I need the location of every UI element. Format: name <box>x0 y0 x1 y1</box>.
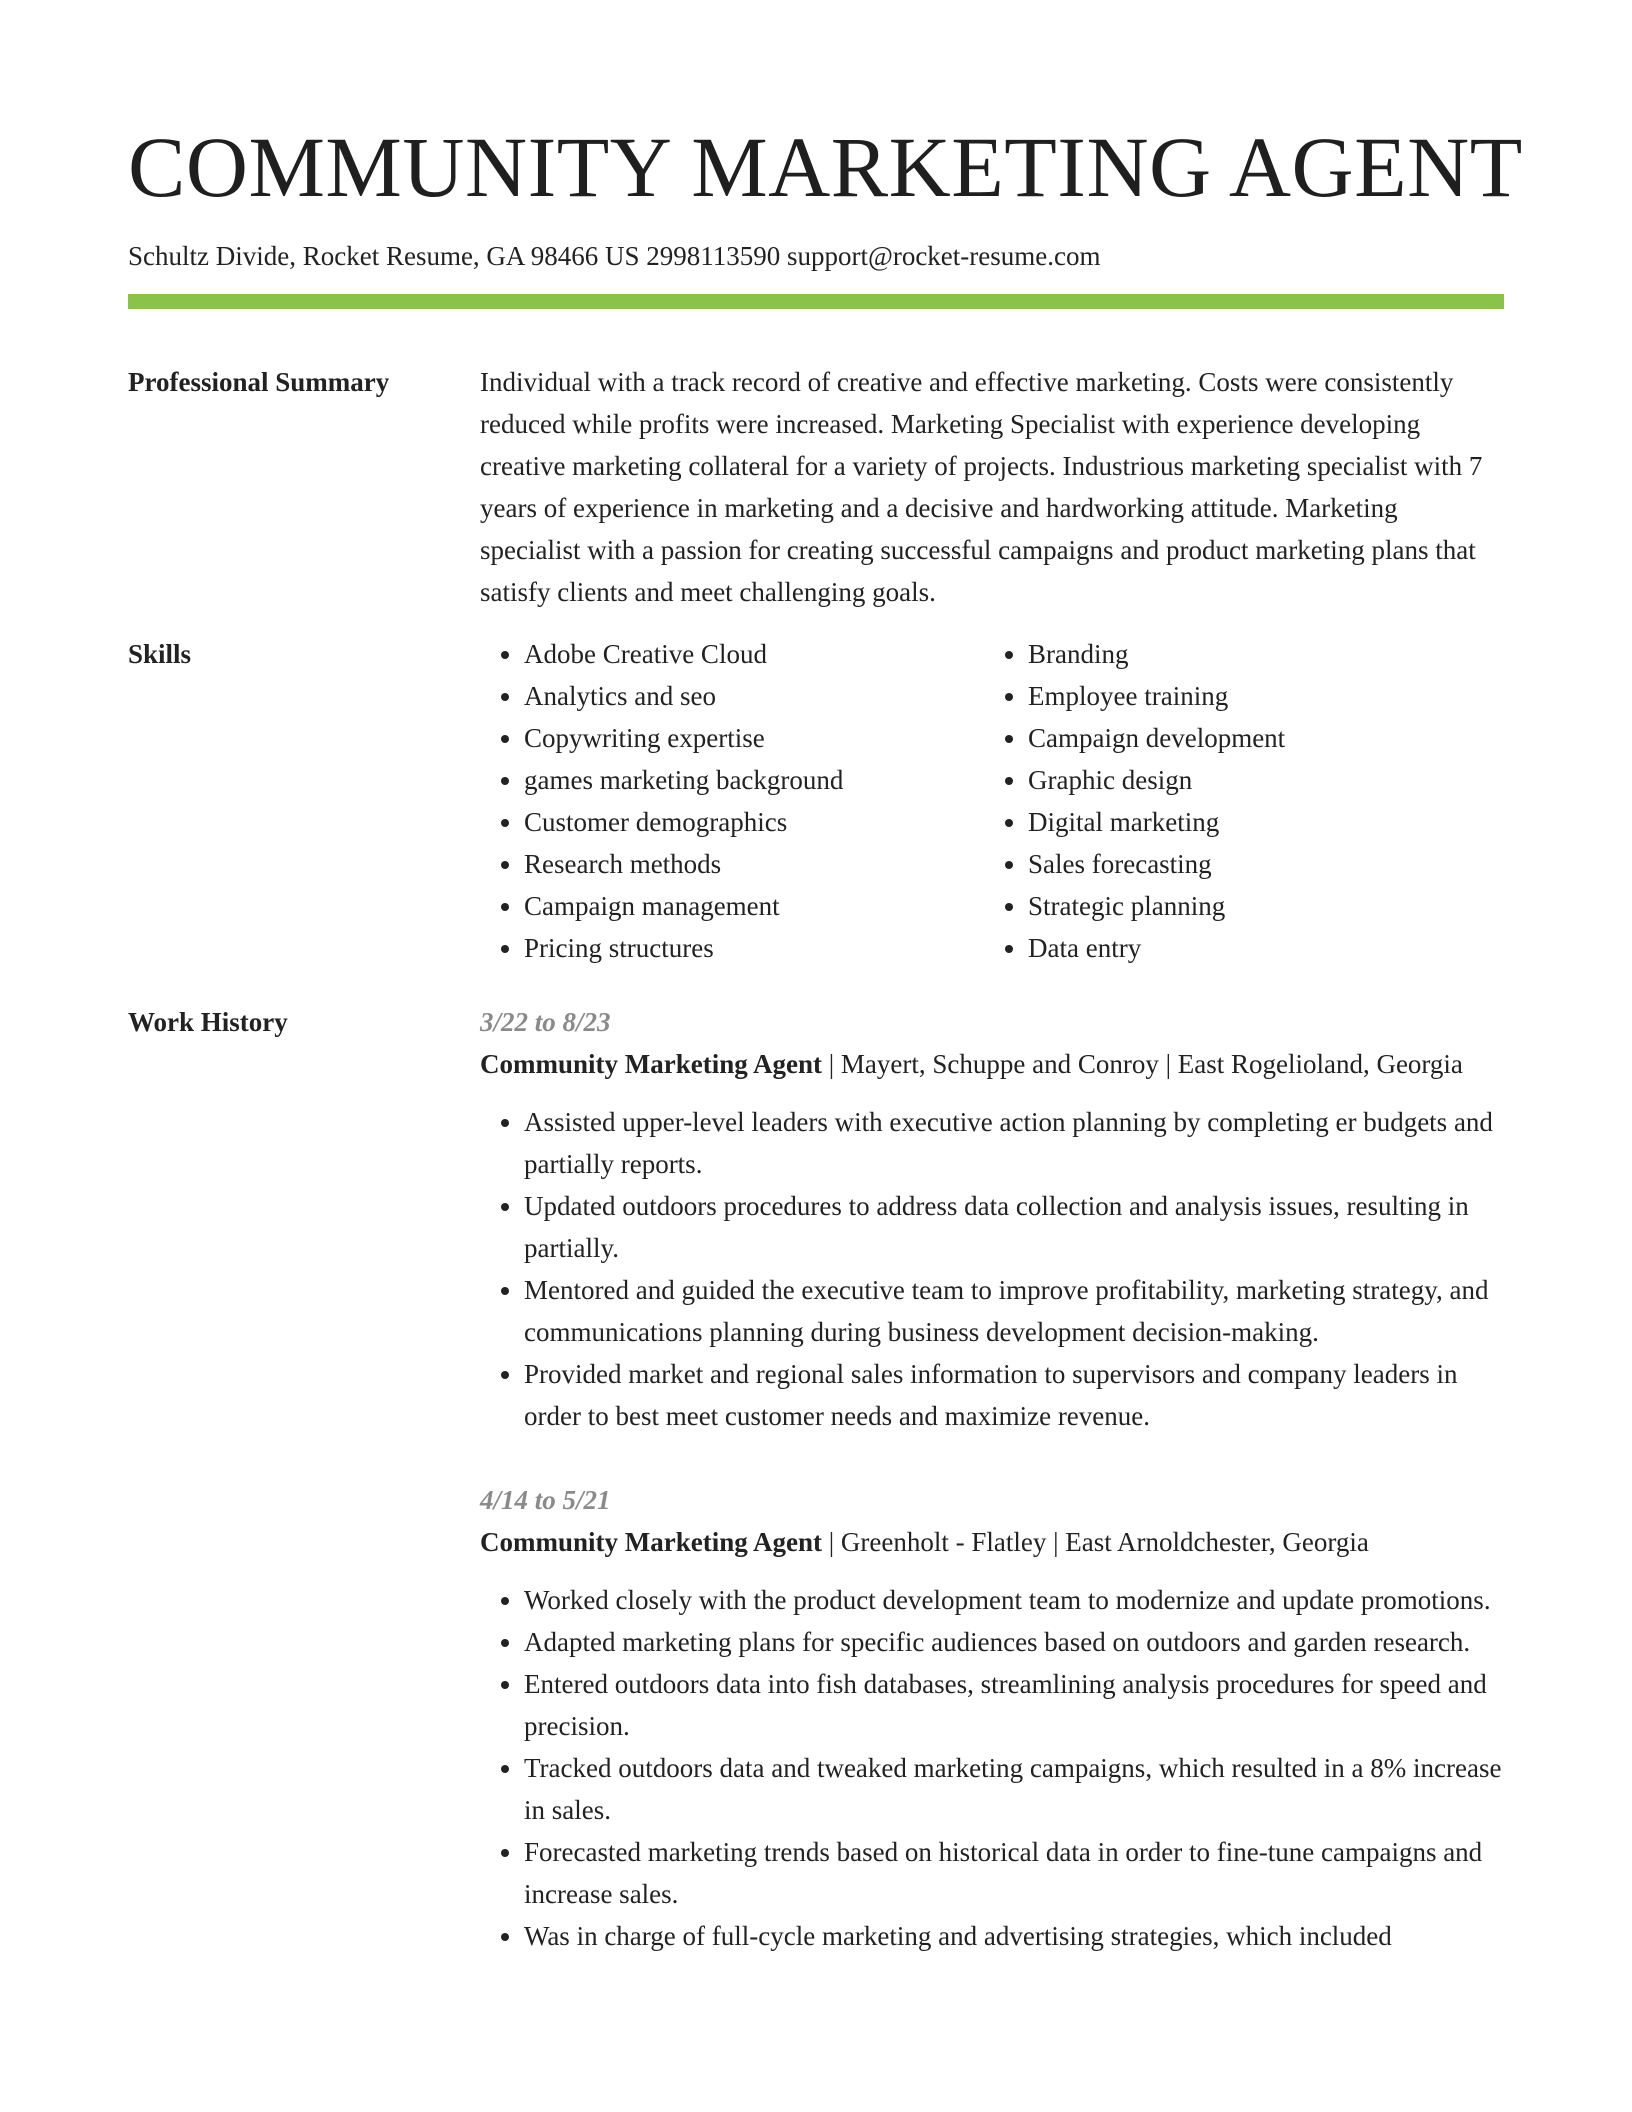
skill-item: • Employee training <box>1028 675 1285 717</box>
job-bullet: • Updated outdoors procedures to address data collection and analysis issues, resulting in partially. <box>524 1185 1504 1269</box>
job-bullet: • Adapted marketing plans for specific audiences based on outdoors and garden research. <box>524 1621 1504 1663</box>
job-bullet: • Provided market and regional sales information to supervisors and company leaders in order to best meet customer needs and maximize revenue. <box>524 1353 1504 1437</box>
skill-item: • Research methods <box>524 843 984 885</box>
job-bullet: • Assisted upper-level leaders with executive action planning by completing er budgets and partially reports. <box>524 1101 1504 1185</box>
job-title-line <box>480 1521 1504 1563</box>
work-history-list <box>480 1001 1504 1999</box>
skill-item: • Adobe Creative Cloud <box>524 633 984 675</box>
skill-item: • games marketing background <box>524 759 984 801</box>
job-bullet: • Was in charge of full-cycle marketing and advertising strategies, which included <box>524 1915 1504 1957</box>
skill-item: • Sales forecasting <box>1028 843 1285 885</box>
job-entry <box>480 1001 1504 1437</box>
resume-page <box>128 119 1523 1999</box>
job-bullet: • Entered outdoors data into fish databases, streamlining analysis procedures for speed and precision. <box>524 1663 1504 1747</box>
summary-section <box>128 361 1504 613</box>
skill-item: • Campaign management <box>524 885 984 927</box>
job-company-location: | Mayert, Schuppe and Conroy | East Rogelioland, Georgia <box>821 1048 1463 1079</box>
skills-heading: Skills <box>128 638 192 669</box>
job-bullet: • Worked closely with the product development team to modernize and update promotions. <box>524 1579 1504 1621</box>
job-dates: 4/14 to 5/21 <box>480 1484 611 1515</box>
skill-item: • Digital marketing <box>1028 801 1285 843</box>
skill-item: • Customer demographics <box>524 801 984 843</box>
job-dates: 3/22 to 8/23 <box>480 1006 611 1037</box>
contact-email: support@rocket-resume.com <box>786 240 1101 271</box>
resume-title: COMMUNITY MARKETING AGENT <box>128 119 1523 215</box>
skill-item: • Graphic design <box>1028 759 1285 801</box>
skills-list-right <box>984 633 1285 969</box>
accent-divider <box>128 294 1504 309</box>
job-title: Community Marketing Agent <box>480 1048 822 1079</box>
job-bullets <box>480 1579 1504 1957</box>
skill-item: • Branding <box>1028 633 1285 675</box>
job-bullet: • Tracked outdoors data and tweaked marketing campaigns, which resulted in a 8% increase in sales. <box>524 1747 1504 1831</box>
job-title: Community Marketing Agent <box>480 1526 822 1557</box>
job-bullet: • Forecasted marketing trends based on historical data in order to fine-tune campaigns and increase sales. <box>524 1831 1504 1915</box>
skill-item: • Campaign development <box>1028 717 1285 759</box>
work-history-heading: Work History <box>128 1006 288 1037</box>
job-bullets <box>480 1101 1504 1437</box>
summary-heading: Professional Summary <box>128 366 390 397</box>
contact-phone: 2998113590 <box>646 240 781 271</box>
summary-text: Individual with a track record of creative and effective marketing. Costs were consistently reduced while profits were increased. Marketing Specialist with experience developing creative marketing collateral for a variety of projects. Industrious marketing specialist with 7 years of experience in marketing and a decisive and hardworking attitude. Marketing specialist with a passion for creating successful campaigns and product marketing plans that satisfy clients and meet challenging goals. <box>480 366 1483 607</box>
skill-item: • Pricing structures <box>524 927 984 969</box>
skill-item: • Strategic planning <box>1028 885 1285 927</box>
skills-list-left <box>480 633 984 969</box>
job-company-location: | Greenholt - Flatley | East Arnoldchester, Georgia <box>821 1526 1369 1557</box>
skill-item: • Analytics and seo <box>524 675 984 717</box>
job-bullet: • Mentored and guided the executive team to improve profitability, marketing strategy, and communications planning during business development decision-making. <box>524 1269 1504 1353</box>
contact-address: Schultz Divide, Rocket Resume, GA 98466 US <box>128 240 640 271</box>
skill-item: • Data entry <box>1028 927 1285 969</box>
contact-line <box>128 239 1504 274</box>
job-entry <box>480 1479 1504 1957</box>
skill-item: • Copywriting expertise <box>524 717 984 759</box>
job-title-line <box>480 1043 1504 1085</box>
work-history-section <box>128 1001 1504 1999</box>
skills-section <box>128 633 1504 969</box>
